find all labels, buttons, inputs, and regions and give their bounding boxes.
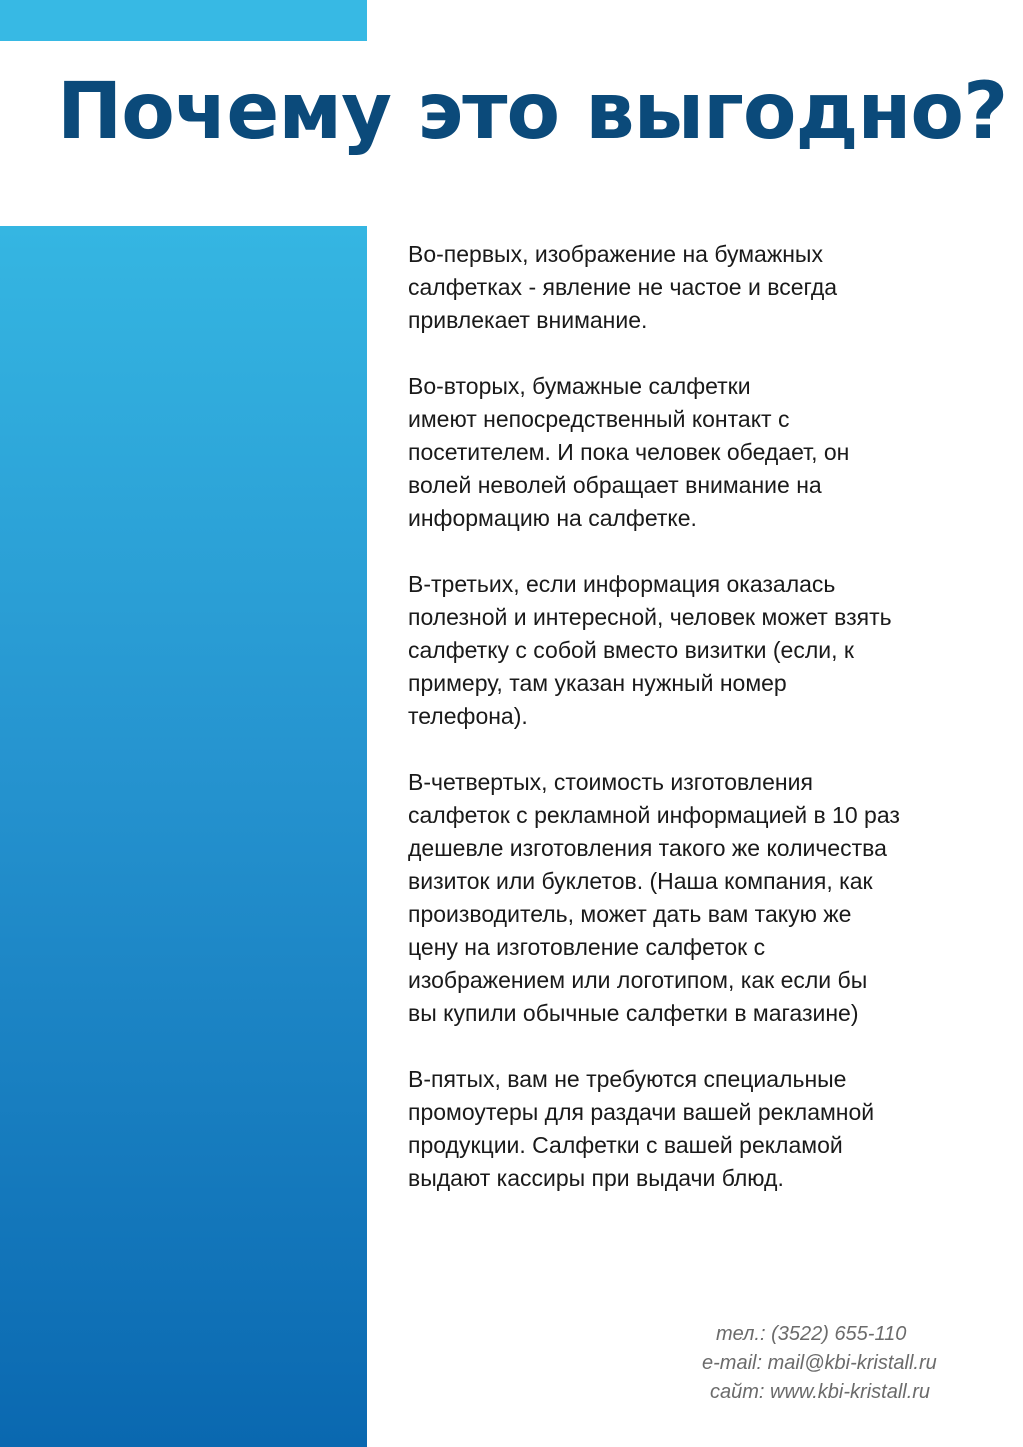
paragraph-third: В-третьих, если информация оказалась полезной и интересной, человек может взять салфетку с собой вместо визитки (если, к примеру, там указан нужный номер телефона). <box>408 571 892 729</box>
contact-website: сайт: www.kbi-kristall.ru <box>710 1381 931 1403</box>
contact-email: e-mail: mail@kbi-kristall.ru <box>702 1352 937 1374</box>
paragraph-fifth: В-пятых, вам не требуются специальные промоутеры для раздачи вашей рекламной продукции. Салфетки с вашей рекламой выдают кассиры при выдачи блюд. <box>408 1066 875 1191</box>
paragraph-second: Во-вторых, бумажные салфетки имеют непосредственный контакт с посетителем. И пока человек обедает, он волей неволей обращает внимание на информацию на салфетке. <box>408 373 850 531</box>
paragraph-first: Во-первых, изображение на бумажных салфетках - явление не частое и всегда привлекает внимание. <box>408 241 838 333</box>
paragraph-fourth: В-четвертых, стоимость изготовления салфеток с рекламной информацией в 10 раз дешевле изготовления такого же количества визиток или буклетов. (Наша компания, как производитель, может дать вам такую же цену на изготовление салфеток с изображением или логотипом, как если бы вы купили обычные салфетки в магазине) <box>408 769 900 1026</box>
contact-block <box>680 1320 990 1407</box>
body-text <box>408 238 968 1228</box>
page-title: Почему это выгодно? <box>57 67 1008 157</box>
side-gradient-panel <box>0 226 367 1447</box>
contact-phone: тел.: (3522) 655-110 <box>716 1323 907 1345</box>
top-accent-bar <box>0 0 367 41</box>
